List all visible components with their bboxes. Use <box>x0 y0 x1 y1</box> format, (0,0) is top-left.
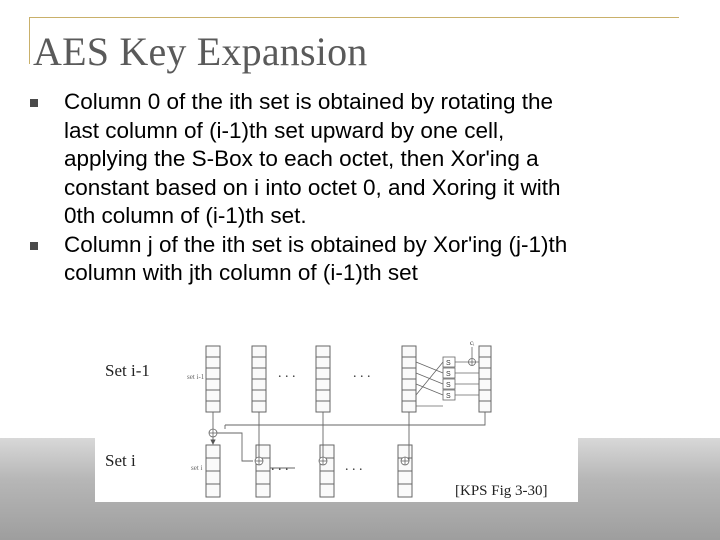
column-i-1 <box>256 445 270 497</box>
bullet-line: constant based on i into octet 0, and Xoring it with <box>64 174 561 200</box>
constant-xor <box>469 339 476 366</box>
column-prev-label: set i-1 <box>187 373 205 381</box>
figure-caption: [KPS Fig 3-30] <box>455 483 548 499</box>
ellipsis-bottom: . . . <box>271 459 289 474</box>
bullet-line: Column 0 of the ith set is obtained by rotating the <box>64 89 554 114</box>
sbox-label: S <box>446 371 451 378</box>
rotation-wires <box>416 362 443 406</box>
ellipsis-top: . . . <box>278 366 296 381</box>
slide-title: AES Key Expansion <box>33 29 368 74</box>
sbox-outputs <box>455 362 479 395</box>
column-i-1-3 <box>402 346 416 412</box>
column-i-1-0 <box>206 346 220 412</box>
sbox-label: S <box>446 360 451 367</box>
bullet-line: applying the S-Box to each octet, then Xor'ing a <box>64 146 539 171</box>
xor-cross <box>209 429 409 465</box>
bullet-item <box>30 231 670 288</box>
ellipsis-bottom: . . . <box>345 459 363 474</box>
column-i-1-1 <box>252 346 266 412</box>
square-bullet-icon <box>30 99 38 107</box>
xor-symbols <box>209 429 409 465</box>
set-cur-label: Set i <box>105 451 136 470</box>
bullet-line: 0th column of (i-1)th set. <box>64 203 307 228</box>
sbox-label: S <box>446 393 451 400</box>
bullet-line: Column j of the ith set is obtained by Xor'ing (j-1)th <box>64 231 568 257</box>
column-temp <box>479 346 491 412</box>
bullet-line: last column of (i-1)th set upward by one cell, <box>64 117 505 143</box>
column-i-1-2 <box>316 346 330 412</box>
ellipsis-top: . . . <box>353 366 371 381</box>
column-i-3 <box>398 445 412 497</box>
round-constant-label: cᵢ <box>470 339 475 347</box>
sbox-label: S <box>446 382 451 389</box>
key-expansion-figure <box>95 333 578 502</box>
frame-rule-top <box>29 17 679 18</box>
key-expansion-diagram <box>95 333 578 502</box>
frame-rule-left <box>29 17 30 64</box>
sbox-stack <box>443 357 455 400</box>
bullet-item <box>30 88 670 231</box>
bullet-line: column with jth column of (i-1)th set <box>64 260 418 285</box>
set-prev-label: Set i-1 <box>105 361 150 380</box>
column-i-0 <box>206 445 220 497</box>
bullet-list <box>30 88 670 288</box>
column-i-2 <box>320 445 334 497</box>
column-cur-label: set i <box>191 464 203 472</box>
square-bullet-icon <box>30 242 38 250</box>
